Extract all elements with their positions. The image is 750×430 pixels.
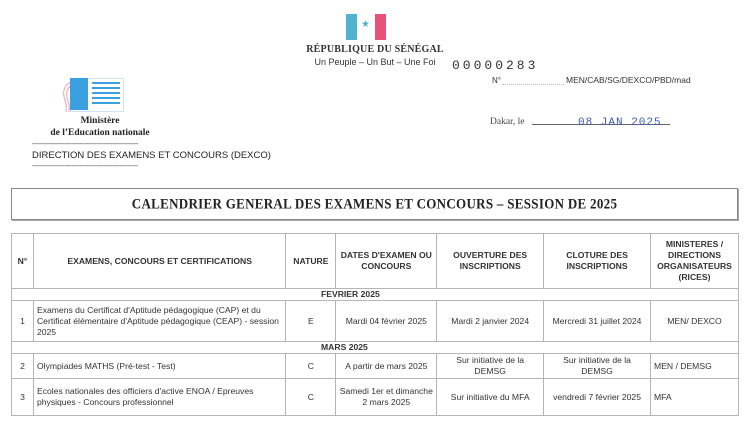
exam-calendar-table (11, 233, 739, 416)
ministry-line-1: Ministère (80, 116, 120, 126)
ministry-logo-icon (60, 78, 124, 112)
cell-nature: C (286, 379, 336, 416)
cell-opening: Sur initiative du MFA (437, 379, 544, 416)
cell-closing: vendredi 7 février 2025 (544, 379, 651, 416)
logo-line (92, 87, 120, 89)
flag-left-band (346, 14, 357, 40)
logo-line (92, 82, 120, 84)
cell-nature: C (286, 354, 336, 379)
month-row (12, 289, 739, 301)
cell-opening: Mardi 2 janvier 2024 (437, 301, 544, 342)
header-closing: CLOTURE DES INSCRIPTIONS (544, 234, 651, 289)
month-cell (12, 289, 739, 301)
cell-dates: Mardi 04 février 2025 (336, 301, 437, 342)
logo-line (92, 97, 120, 99)
header-exam: EXAMENS, CONCOURS ET CERTIFICATIONS (33, 234, 285, 289)
flag-right-band (375, 14, 386, 40)
dakar-label: Dakar, le (490, 117, 525, 127)
cell-num: 2 (12, 354, 34, 379)
month-label: MARS 2025 (321, 342, 368, 352)
cell-exam: Olympiades MATHS (Pré-test - Test) (33, 354, 285, 379)
document-title-box (11, 188, 738, 220)
ministry-name (40, 115, 160, 139)
header-num: N° (12, 234, 34, 289)
national-motto: Un Peuple – Un But – Une Foi (314, 57, 436, 67)
cell-organizers: MEN/ DEXCO (650, 301, 738, 342)
senegal-flag (346, 14, 386, 40)
cell-opening: Sur initiative de la DEMSG (437, 354, 544, 379)
table-row (12, 379, 739, 416)
date-stamp: 08 JAN 2025 (578, 117, 662, 129)
cell-exam: Examens du Certificat d'Aptitude pédagogique (CAP) et du Certificat élémentaire d'Aptitude pédagogique (CEAP) - session 2025 (33, 301, 285, 342)
table-row (12, 301, 739, 342)
dashed-separator: ------------------------------------------------- (32, 139, 139, 148)
reference-blank-line (502, 84, 564, 85)
reference-code: MEN/CAB/SG/DEXCO/PBD/mad (566, 75, 691, 85)
cell-dates: Samedi 1er et dimanche 2 mars 2025 (336, 379, 437, 416)
cell-organizers: MFA (650, 379, 738, 416)
republic-name: RÉPUBLIQUE DU SÉNÉGAL (306, 44, 444, 55)
cell-dates: A partir de mars 2025 (336, 354, 437, 379)
cell-nature: E (286, 301, 336, 342)
month-cell (12, 342, 739, 354)
document-title: CALENDRIER GENERAL DES EXAMENS ET CONCOURS – SESSION DE 2025 (131, 195, 618, 212)
header-organizers: MINISTERES / DIRECTIONS ORGANISATEURS (RICES) (650, 234, 738, 289)
header-opening: OUVERTURE DES INSCRIPTIONS (437, 234, 544, 289)
ministry-line-2: de l’Education nationale (50, 128, 150, 138)
stamp-number: 00000283 (452, 58, 539, 73)
header-nature: NATURE (286, 234, 336, 289)
cell-closing: Mercredi 31 juillet 2024 (544, 301, 651, 342)
logo-line (92, 92, 120, 94)
month-label: FEVRIER 2025 (321, 289, 380, 299)
direction-name: DIRECTION DES EXAMENS ET CONCOURS (DEXCO) (32, 150, 271, 161)
star-icon: ★ (361, 19, 370, 30)
table-row (12, 354, 739, 379)
logo-line (92, 102, 120, 104)
cell-organizers: MEN / DEMSG (650, 354, 738, 379)
cell-num: 1 (12, 301, 34, 342)
cell-closing: Sur initiative de la DEMSG (544, 354, 651, 379)
cell-exam: Ecoles nationales des officiers d'active ENOA / Epreuves physiques - Concours professionnel (33, 379, 285, 416)
dashed-separator: ------------------------------------------------- (32, 161, 139, 170)
logo-blue-block (70, 78, 88, 110)
cell-num: 3 (12, 379, 34, 416)
header-dates: DATES D'EXAMEN OU CONCOURS (336, 234, 437, 289)
reference-label: N° (492, 76, 501, 85)
month-row (12, 342, 739, 354)
table-header-row (12, 234, 739, 289)
